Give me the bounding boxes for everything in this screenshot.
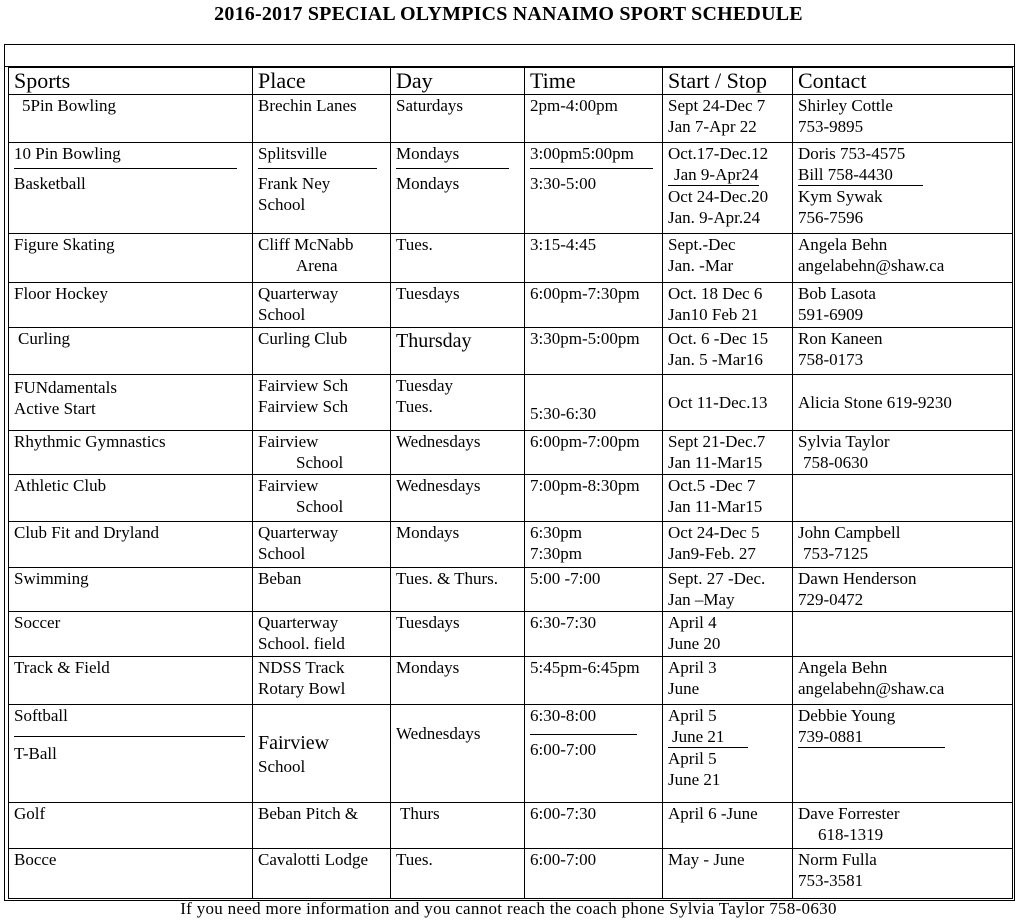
time-cell: 6:30pm 7:30pm (525, 522, 663, 568)
contact-cell (793, 475, 1013, 522)
contact-cell: Angela Behn angelabehn@shaw.ca (793, 234, 1013, 283)
dates-cell: Sept 21-Dec.7 Jan 11-Mar15 (663, 431, 793, 475)
dates-cell: Oct 24-Dec 5 Jan9-Feb. 27 (663, 522, 793, 568)
dates-cell: Sept.-Dec Jan. -Mar (663, 234, 793, 283)
time-cell: 6:30-7:30 (525, 612, 663, 657)
sport-cell: Curling (9, 328, 253, 375)
time-cell: 5:00 -7:00 (525, 568, 663, 612)
day-cell: Thurs (391, 803, 525, 849)
contact-cell: Dave Forrester 618-1319 (793, 803, 1013, 849)
day-cell: Tuesday Tues. (391, 375, 525, 431)
contact-cell: Doris 753-4575 Bill 758-4430 Kym Sywak 756-7596 (793, 143, 1013, 234)
place-cell: NDSS Track Rotary Bowl (253, 657, 391, 705)
contact-cell: Ron Kaneen 758-0173 (793, 328, 1013, 375)
day-cell: Tues. (391, 234, 525, 283)
time-cell: 6:00-7:30 (525, 803, 663, 849)
footer-note: If you need more information and you cannot reach the coach phone Sylvia Taylor 758-0630 (180, 899, 837, 918)
schedule-table (8, 67, 1013, 899)
table-row (9, 849, 1013, 899)
sport-cell: Bocce (9, 849, 253, 899)
header-contact: Contact (793, 68, 1013, 95)
sport-cell: 5Pin Bowling (9, 95, 253, 143)
table-row (9, 612, 1013, 657)
table-row (9, 803, 1013, 849)
day-cell: Tues. & Thurs. (391, 568, 525, 612)
time-cell: 6:30-8:00 6:00-7:00 (525, 705, 663, 803)
contact-cell: Sylvia Taylor 758-0630 (793, 431, 1013, 475)
place-cell: Fairview School (253, 431, 391, 475)
dates-cell: Oct 11-Dec.13 (663, 375, 793, 431)
day-cell: Tuesdays (391, 612, 525, 657)
sport-cell: Softball T-Ball (9, 705, 253, 803)
time-cell: 3:30pm-5:00pm (525, 328, 663, 375)
time-cell: 6:00pm-7:00pm (525, 431, 663, 475)
dates-cell: Sept. 27 -Dec. Jan –May (663, 568, 793, 612)
time-cell: 6:00pm-7:30pm (525, 283, 663, 328)
header-sports: Sports (9, 68, 253, 95)
dates-cell: Oct.17-Dec.12 Jan 9-Apr24 Oct 24-Dec.20 Jan. 9-Apr.24 (663, 143, 793, 234)
dates-cell: April 4 June 20 (663, 612, 793, 657)
contact-cell (793, 612, 1013, 657)
contact-cell: John Campbell 753-7125 (793, 522, 1013, 568)
day-cell: Wednesdays (391, 431, 525, 475)
table-row (9, 328, 1013, 375)
place-cell: Fairview Sch Fairview Sch (253, 375, 391, 431)
sport-cell: 10 Pin Bowling Basketball (9, 143, 253, 234)
contact-cell: Angela Behn angelabehn@shaw.ca (793, 657, 1013, 705)
sport-cell: Athletic Club (9, 475, 253, 522)
place-cell: Splitsville Frank Ney School (253, 143, 391, 234)
place-cell: Fairview School (253, 475, 391, 522)
table-top-strip (4, 44, 1015, 67)
place-cell: Quarterway School. field (253, 612, 391, 657)
header-start-stop: Start / Stop (663, 68, 793, 95)
dates-cell: Oct. 18 Dec 6 Jan10 Feb 21 (663, 283, 793, 328)
day-cell: Wednesdays (391, 475, 525, 522)
sport-cell: Soccer (9, 612, 253, 657)
table-row (9, 95, 1013, 143)
dates-cell: April 5 June 21 April 5 June 21 (663, 705, 793, 803)
day-cell: Mondays Mondays (391, 143, 525, 234)
contact-cell: Dawn Henderson 729-0472 (793, 568, 1013, 612)
time-cell: 3:00pm5:00pm 3:30-5:00 (525, 143, 663, 234)
day-cell: Saturdays (391, 95, 525, 143)
contact-cell: Bob Lasota 591-6909 (793, 283, 1013, 328)
table-row (9, 568, 1013, 612)
day-cell: Tues. (391, 849, 525, 899)
time-cell: 2pm-4:00pm (525, 95, 663, 143)
dates-cell: Oct.5 -Dec 7 Jan 11-Mar15 (663, 475, 793, 522)
place-cell: Quarterway School (253, 283, 391, 328)
place-cell: Beban (253, 568, 391, 612)
place-cell: Cliff McNabb Arena (253, 234, 391, 283)
place-cell: Fairview School (253, 705, 391, 803)
sport-cell: Figure Skating (9, 234, 253, 283)
place-cell: Beban Pitch & (253, 803, 391, 849)
header-row (9, 68, 1013, 95)
table-row (9, 375, 1013, 431)
dates-cell: April 6 -June (663, 803, 793, 849)
time-cell: 7:00pm-8:30pm (525, 475, 663, 522)
dates-cell: April 3 June (663, 657, 793, 705)
day-cell: Mondays (391, 522, 525, 568)
dates-cell: May - June (663, 849, 793, 899)
contact-cell: Shirley Cottle 753-9895 (793, 95, 1013, 143)
contact-cell: Alicia Stone 619-9230 (793, 375, 1013, 431)
day-cell: Tuesdays (391, 283, 525, 328)
sport-cell: Swimming (9, 568, 253, 612)
sport-cell: Club Fit and Dryland (9, 522, 253, 568)
time-cell: 3:15-4:45 (525, 234, 663, 283)
time-cell: 5:45pm-6:45pm (525, 657, 663, 705)
sport-cell: Track & Field (9, 657, 253, 705)
page-title: 2016-2017 SPECIAL OLYMPICS NANAIMO SPORT SCHEDULE (214, 3, 803, 25)
time-cell: 6:00-7:00 (525, 849, 663, 899)
table-row (9, 431, 1013, 475)
sport-cell: Rhythmic Gymnastics (9, 431, 253, 475)
place-cell: Curling Club (253, 328, 391, 375)
day-cell: Mondays (391, 657, 525, 705)
day-cell: Thursday (391, 328, 525, 375)
place-cell: Cavalotti Lodge (253, 849, 391, 899)
sport-cell: Floor Hockey (9, 283, 253, 328)
contact-cell: Debbie Young 739-0881 (793, 705, 1013, 803)
table-row (9, 705, 1013, 803)
place-cell: Brechin Lanes (253, 95, 391, 143)
header-time: Time (525, 68, 663, 95)
contact-cell: Norm Fulla 753-3581 (793, 849, 1013, 899)
day-cell: Wednesdays (391, 705, 525, 803)
sport-cell: Golf (9, 803, 253, 849)
place-cell: Quarterway School (253, 522, 391, 568)
header-place: Place (253, 68, 391, 95)
table-row (9, 475, 1013, 522)
header-day: Day (391, 68, 525, 95)
table-row (9, 657, 1013, 705)
table-row (9, 143, 1013, 234)
dates-cell: Oct. 6 -Dec 15 Jan. 5 -Mar16 (663, 328, 793, 375)
table-row (9, 522, 1013, 568)
table-row (9, 234, 1013, 283)
table-row (9, 283, 1013, 328)
time-cell: 5:30-6:30 (525, 375, 663, 431)
sport-cell: FUNdamentals Active Start (9, 375, 253, 431)
dates-cell: Sept 24-Dec 7 Jan 7-Apr 22 (663, 95, 793, 143)
